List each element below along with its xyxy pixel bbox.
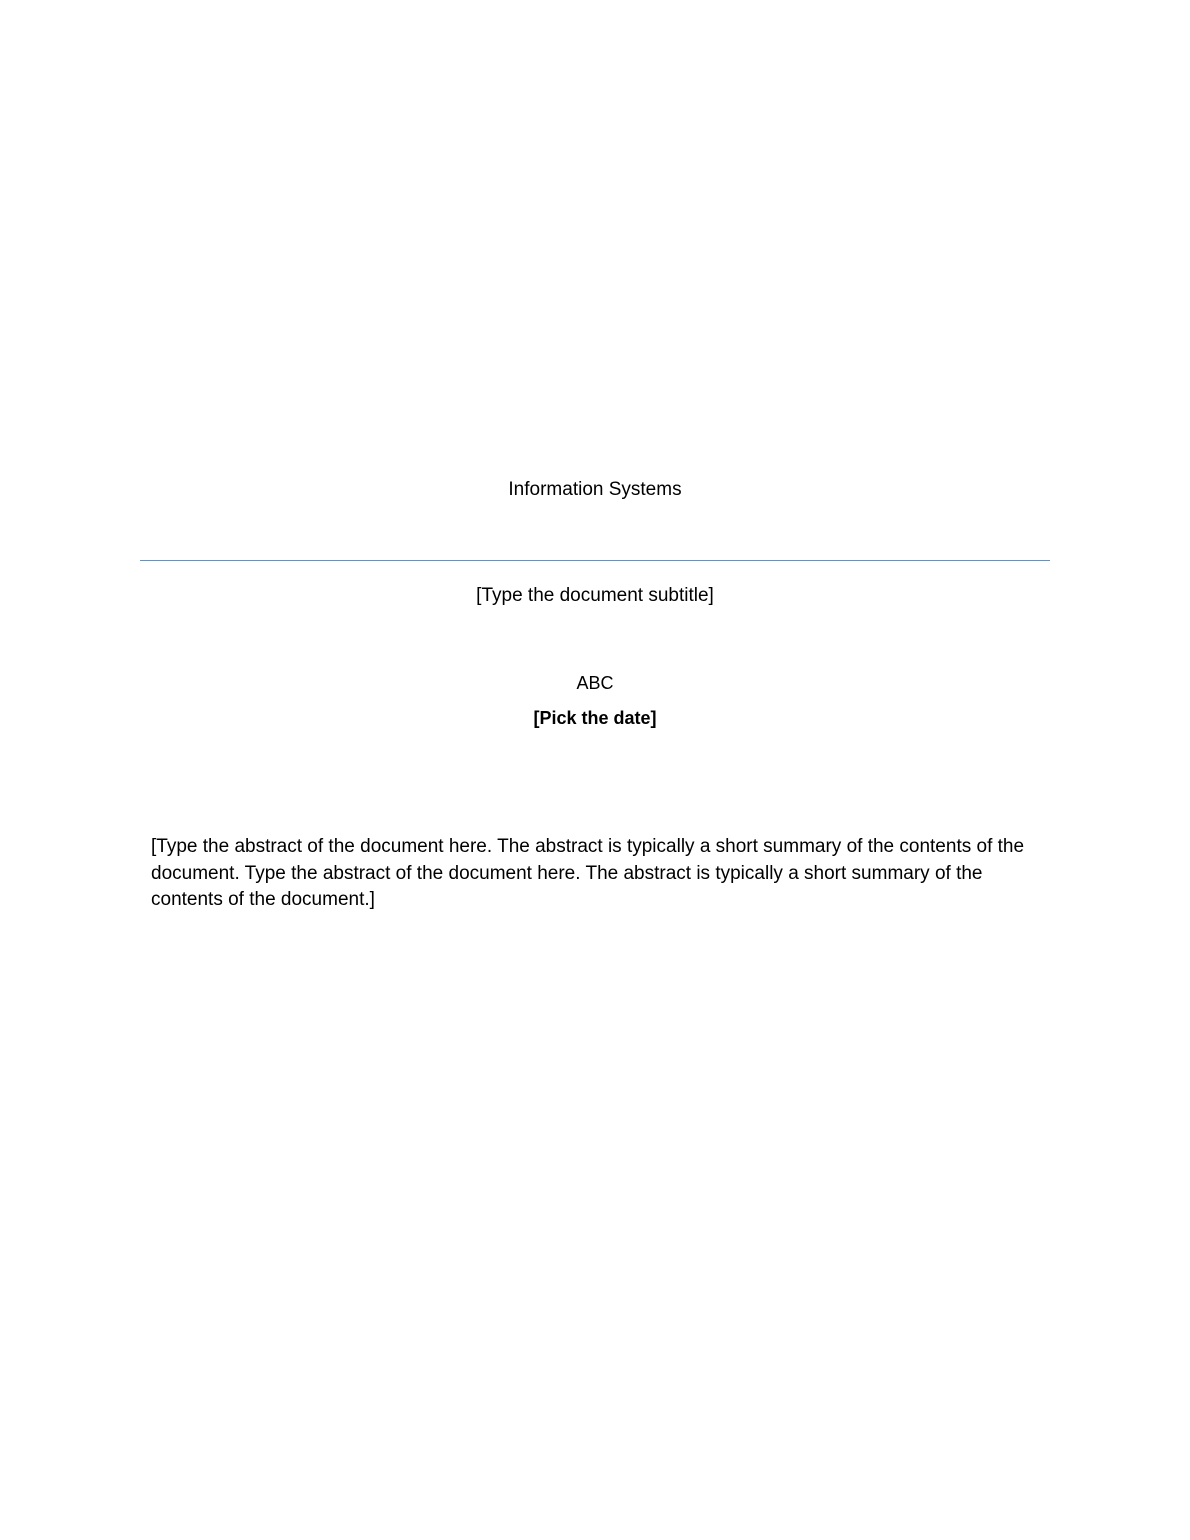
document-author[interactable]: ABC (576, 673, 614, 693)
document-abstract[interactable]: [Type the abstract of the document here. The abstract is typically a short summary of the contents of the document. Type the abstract of the document here. The abstract is typically a short summary of the contents of the document.] (151, 836, 1025, 910)
document-title[interactable]: Information Systems (508, 479, 682, 500)
document-date[interactable]: [Pick the date] (533, 708, 657, 728)
document-subtitle[interactable]: [Type the document subtitle] (476, 585, 714, 606)
title-divider (140, 560, 1050, 561)
